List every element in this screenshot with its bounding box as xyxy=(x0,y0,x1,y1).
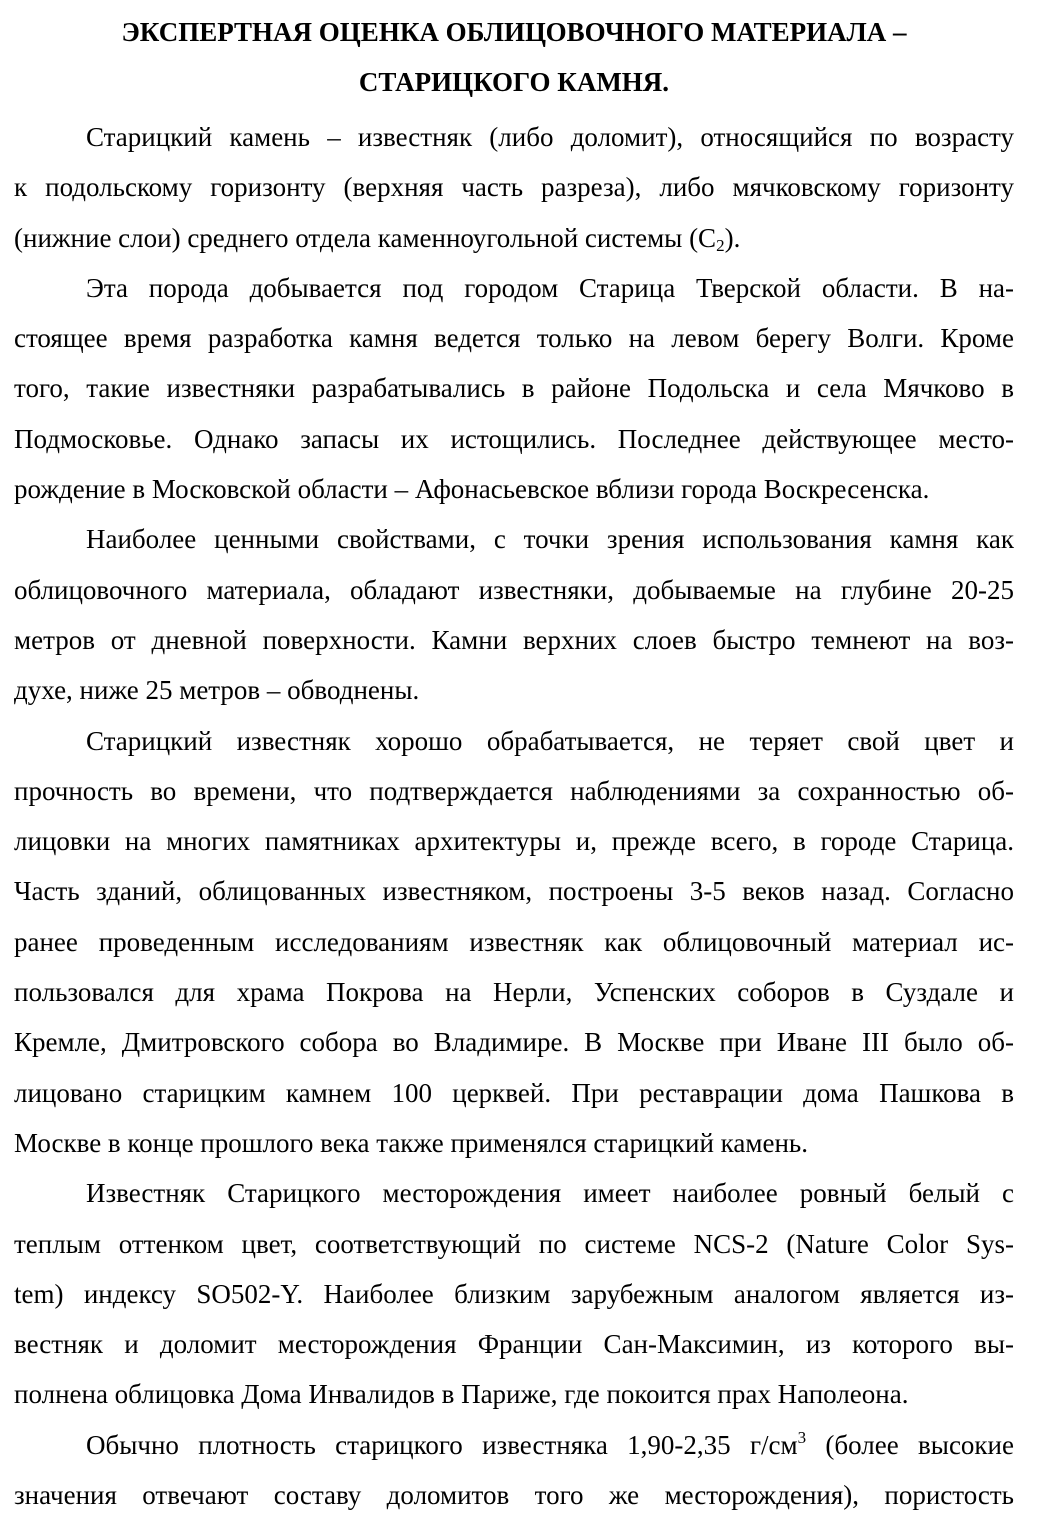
paragraph-1 xyxy=(14,112,1014,263)
paragraph-5 xyxy=(14,1168,1014,1419)
text-line: лицовано старицким камнем 100 церквей. При реставрации дома Пашкова в xyxy=(14,1077,1014,1108)
paragraph-6 xyxy=(14,1420,1014,1520)
text-line: теплым оттенком цвет, соответствующий по системе NCS-2 (Nature Color Sys- xyxy=(14,1228,1014,1259)
text-run: (нижние слои) среднего отдела каменноугольной системы (C xyxy=(14,222,717,253)
text-line xyxy=(14,1420,1014,1470)
text-line: пользовался для храма Покрова на Нерли, Успенских соборов в Суздале и xyxy=(14,977,1014,1008)
text-line: Старицкий известняк хорошо обрабатывается, не теряет свой цвет и xyxy=(86,725,1014,756)
text-line: стоящее время разработка камня ведется только на левом берегу Волги. Кроме xyxy=(14,323,1014,354)
text-line: Москве в конце прошлого века также применялся старицкий камень. xyxy=(14,1127,808,1158)
text-line: метров от дневной поверхности. Камни верхних слоев быстро темнеют на воз- xyxy=(14,624,1014,655)
paragraph-2 xyxy=(14,263,1014,514)
text-line: Подмосковье. Однако запасы их истощились. Последнее действующее место- xyxy=(14,423,1014,454)
text-line xyxy=(14,213,1014,263)
text-line: Наиболее ценными свойствами, с точки зрения использования камня как xyxy=(86,524,1014,555)
text-run: Обычно плотность старицкого известняка 1,90-2,35 г/см xyxy=(86,1429,798,1460)
text-line: Кремле, Дмитровского собора во Владимире. В Москве при Иване III было об- xyxy=(14,1027,1014,1058)
text-run: ). xyxy=(724,222,741,253)
superscript: 3 xyxy=(797,1427,807,1447)
document-body xyxy=(14,112,1014,1520)
text-run: (более высокие xyxy=(806,1429,1014,1460)
text-line: вестняк и доломит месторождения Франции Сан-Максимин, из которого вы- xyxy=(14,1329,1014,1360)
subscript: 2 xyxy=(716,235,725,255)
text-line: tem) индексу SO502-Y. Наиболее близким зарубежным аналогом является из- xyxy=(14,1278,1014,1309)
paragraph-3 xyxy=(14,514,1014,715)
text-line: ранее проведенным исследованиям известняк как облицовочный материал ис- xyxy=(14,926,1014,957)
text-line: Старицкий камень – известняк (либо доломит), относящийся по возрасту xyxy=(86,122,1014,152)
text-line: прочность во времени, что подтверждается наблюдениями за сохранностью об- xyxy=(14,775,1014,806)
text-line: лицовки на многих памятниках архитектуры и, прежде всего, в городе Старица. xyxy=(14,826,1014,857)
text-line: облицовочного материала, обладают известняки, добываемые на глубине 20-25 xyxy=(14,574,1014,605)
text-line: рождение в Московской области – Афонасьевское вблизи города Воскресенска. xyxy=(14,474,930,505)
paragraph-4 xyxy=(14,716,1014,1169)
text-line: значения отвечают составу доломитов того же месторождения), пористость xyxy=(14,1480,1014,1511)
text-line: Известняк Старицкого месторождения имеет наиболее ровный белый с xyxy=(86,1178,1014,1209)
text-line: полнена облицовка Дома Инвалидов в Париже, где покоится прах Наполеона. xyxy=(14,1379,909,1410)
document-title-line-1: ЭКСПЕРТНАЯ ОЦЕНКА ОБЛИЦОВОЧНОГО МАТЕРИАЛА – xyxy=(121,17,907,47)
text-line: Эта порода добывается под городом Старица Тверской области. В на- xyxy=(86,272,1014,303)
text-line: к подольскому горизонту (верхняя часть разреза), либо мячковскому горизонту xyxy=(14,172,1014,203)
text-line: того, такие известняки разрабатывались в районе Подольска и села Мячково в xyxy=(14,373,1014,404)
text-line: Часть зданий, облицованных известняком, построены 3-5 веков назад. Согласно xyxy=(14,876,1014,907)
text-line: духе, ниже 25 метров – обводнены. xyxy=(14,675,420,706)
document-title-line-2: СТАРИЦКОГО КАМНЯ. xyxy=(358,67,670,97)
